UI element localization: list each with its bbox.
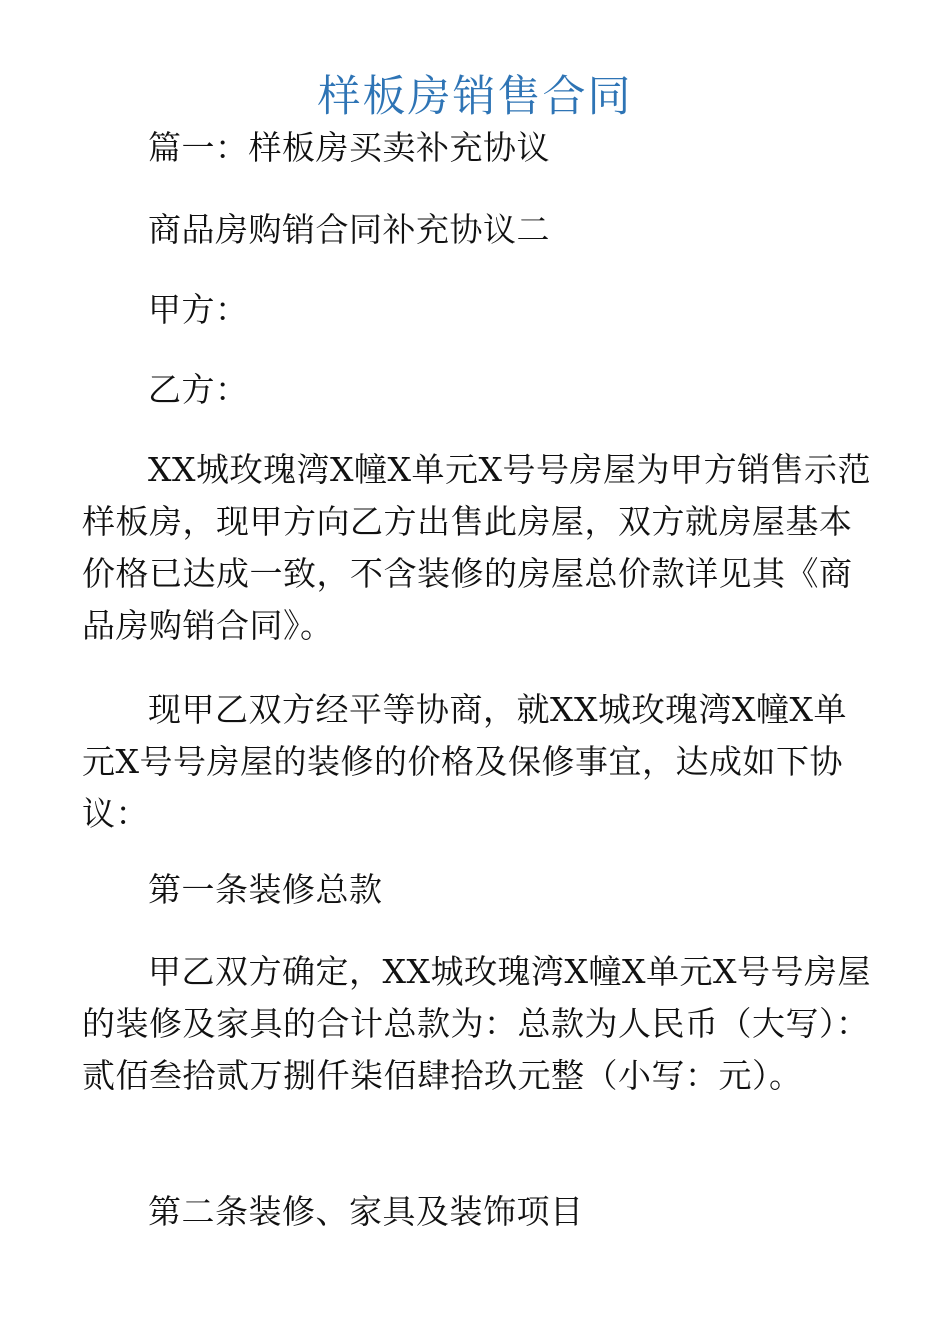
paragraph-chapter-heading: 篇一：样板房买卖补充协议 <box>148 128 550 167</box>
paragraph-party-a: 甲方： <box>148 290 249 329</box>
paragraph-party-b: 乙方： <box>148 370 249 409</box>
paragraph-negotiation: 现甲乙双方经平等协商，就XX城玫瑰湾X幢X单元X号号房屋的装修的价格及保修事宜，达成如下协议： <box>82 690 847 833</box>
paragraph-agreement-name: 商品房购销合同补充协议二 <box>148 210 550 249</box>
paragraph-article-one-heading: 第一条装修总款 <box>148 870 383 909</box>
paragraph-property-description: XX城玫瑰湾X幢X单元X号号房屋为甲方销售示范样板房，现甲方向乙方出售此房屋，双方就房屋基本价格已达成一致，不含装修的房屋总价款详见其《商品房购销合同》。 <box>82 450 871 645</box>
paragraph-total-price: 甲乙双方确定，XX城玫瑰湾X幢X单元X号号房屋的装修及家具的合计总款为：总款为人民币（大写）：贰佰叁拾贰万捌仟柒佰肆拾玖元整（小写：元）。 <box>82 952 871 1095</box>
document-title: 样板房销售合同 <box>317 71 633 122</box>
paragraph-article-two-heading: 第二条装修、家具及装饰项目 <box>148 1192 584 1231</box>
